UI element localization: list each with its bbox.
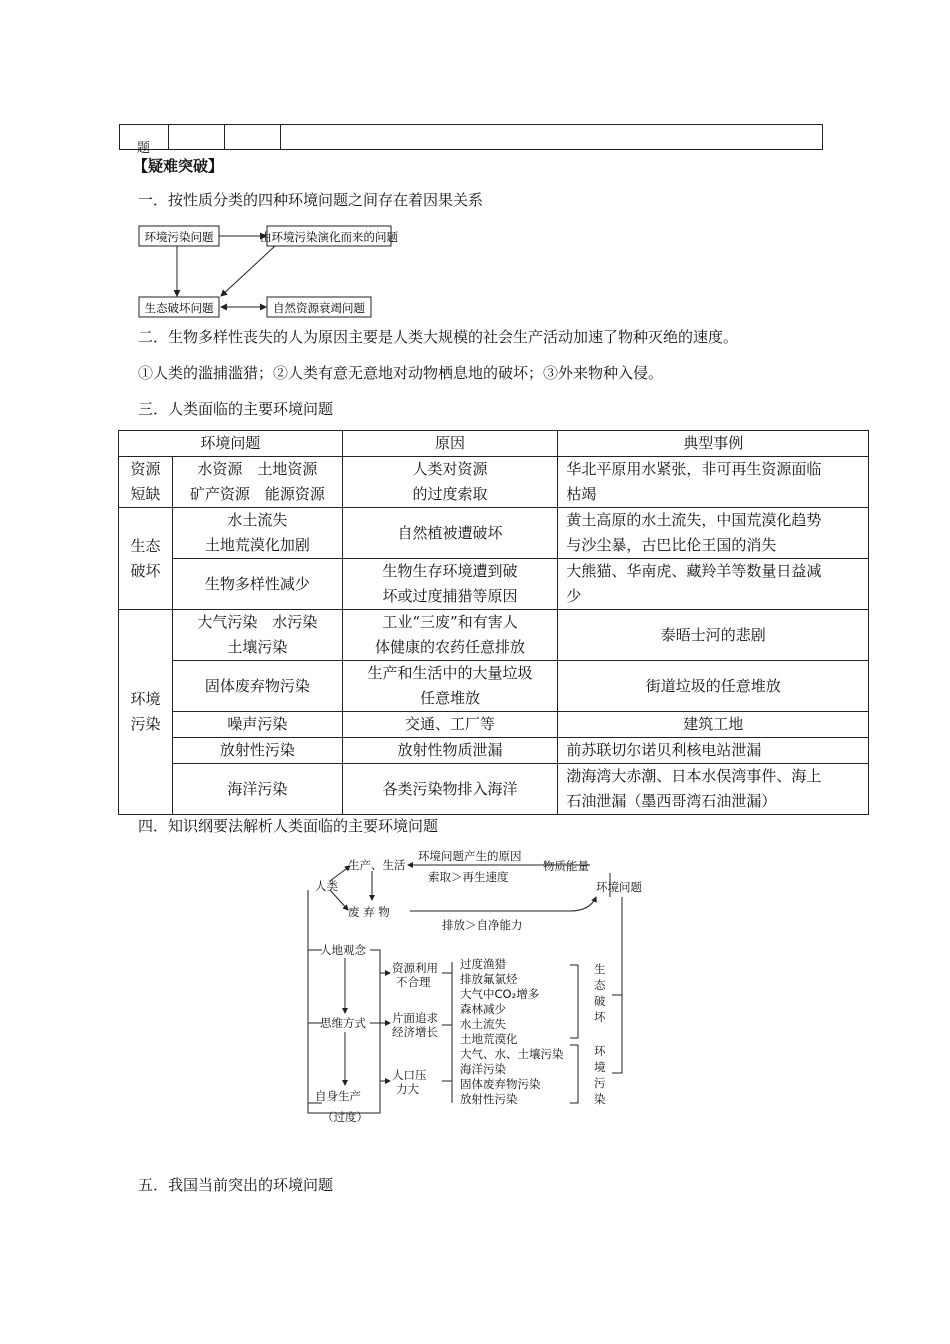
s3-heading: 三．人类面临的主要环境问题 — [138, 400, 334, 418]
label-population-1: 人口压 — [392, 1068, 427, 1082]
list-item: 水土流失 — [460, 1017, 506, 1031]
label-production: 生产、生活 — [348, 858, 406, 872]
eco-char: 态 — [594, 978, 606, 992]
label-growth-2: 经济增长 — [392, 1025, 438, 1039]
arrow-to-waste — [330, 890, 348, 910]
bracket-lower — [380, 1023, 390, 1081]
label-selfproduction: 自身生产 — [315, 1089, 361, 1103]
reason-cell: 放射性物质泄漏 — [342, 738, 558, 764]
label-growth-1: 片面追求 — [392, 1011, 438, 1025]
stub-fragment: 题 — [137, 141, 151, 156]
label-energy: 物质能量 — [543, 859, 589, 873]
label-humans: 人类 — [315, 879, 338, 893]
environment-problems-table — [118, 430, 869, 815]
reason-cell: 生物生存环境遭到破 坏或过度捕猎等原因 — [342, 559, 558, 610]
box-resource-label: 自然资源衰竭问题 — [273, 301, 365, 315]
arrow-evolved-eco — [221, 246, 275, 296]
box-eco-label: 生态破坏问题 — [144, 301, 214, 315]
label-thinking: 思维方式 — [320, 1016, 366, 1030]
group-ecological-damage: 生态 破坏 — [119, 508, 173, 610]
label-emission: 排放＞自净能力 — [442, 918, 523, 932]
box-pollution-label: 环境污染问题 — [144, 230, 214, 244]
eco-char: 生 — [594, 962, 606, 976]
s2-causes: ①人类的滥捕滥猎；②人类有意无意地对动物栖息地的破坏；③外来物种入侵。 — [138, 364, 664, 382]
eco-bracket — [570, 965, 578, 1038]
example-cell: 华北平原用水紧张，非可再生资源面临 枯竭 — [558, 457, 869, 508]
bracket-concept — [370, 950, 380, 1023]
eco-char: 坏 — [594, 1010, 606, 1024]
reason-cell: 交通、工厂等 — [342, 712, 558, 738]
arrow-emission — [410, 897, 596, 911]
label-concept: 人地观念 — [320, 943, 366, 957]
list-item: 大气中CO₂增多 — [460, 987, 540, 1001]
issue-cell: 固体废弃物污染 — [172, 661, 342, 712]
label-extraction: 索取＞再生速度 — [428, 870, 509, 884]
table-row — [119, 610, 869, 661]
list-item: 放射性污染 — [460, 1092, 518, 1106]
s4-heading: 四．知识纲要法解析人类面临的主要环境问题 — [138, 817, 439, 835]
issue-cell: 水资源 土地资源 矿产资源 能源资源 — [172, 457, 342, 508]
box-evolved-label: 由环境污染演化而来的问题 — [260, 230, 398, 244]
s5-heading: 五．我国当前突出的环境问题 — [138, 1176, 334, 1194]
example-cell: 建筑工地 — [558, 712, 869, 738]
label-origin: 环境问题产生的原因 — [418, 849, 522, 863]
example-cell: 泰晤士河的悲剧 — [558, 610, 869, 661]
example-cell: 黄土高原的水土流失，中国荒漠化趋势 与沙尘暴，古巴比伦王国的消失 — [558, 508, 869, 559]
bracket-selfproduction — [372, 1081, 380, 1113]
label-waste: 废 弃 物 — [348, 905, 390, 919]
env-bracket — [570, 1045, 578, 1103]
reason-cell: 工业“三废”和有害人 体健康的农药任意排放 — [342, 610, 558, 661]
group-resource-shortage: 资源 短缺 — [119, 457, 173, 508]
left-spine — [308, 890, 372, 1113]
label-resource-use-1: 资源利用 — [392, 961, 438, 975]
section-title: 【疑难突破】 — [133, 157, 224, 175]
table-header-row — [119, 431, 869, 457]
list-item: 海洋污染 — [460, 1062, 506, 1076]
list-item: 固体废弃物污染 — [460, 1077, 541, 1091]
issue-cell: 海洋污染 — [172, 764, 342, 815]
example-cell: 大熊猫、华南虎、藏羚羊等数量日益减 少 — [558, 559, 869, 610]
eco-char: 破 — [594, 994, 606, 1008]
example-cell: 街道垃圾的任意堆放 — [558, 661, 869, 712]
issue-cell: 大气污染 水污染 土壤污染 — [172, 610, 342, 661]
label-resource-use-2: 不合理 — [396, 975, 431, 989]
label-env-issue: 环境问题 — [596, 880, 642, 894]
issue-cell: 生物多样性减少 — [172, 559, 342, 610]
s2-heading: 二．生物多样性丧失的人为原因主要是人类大规模的社会生产活动加速了物种灭绝的速度。 — [138, 328, 739, 346]
label-excess: （过度） — [322, 1110, 368, 1124]
header-reason: 原因 — [342, 431, 558, 457]
causal-diagram — [130, 220, 400, 320]
knowledge-outline-diagram — [300, 845, 650, 1130]
list-item: 森林减少 — [460, 1002, 506, 1016]
env-char: 环 — [594, 1044, 606, 1058]
table-row — [119, 712, 869, 738]
list-item: 土地荒漠化 — [460, 1032, 518, 1046]
table-row — [119, 738, 869, 764]
env-char: 境 — [594, 1060, 606, 1074]
list-item: 大气、水、土壤污染 — [460, 1047, 564, 1061]
list-item: 排放氟氯烃 — [460, 972, 518, 986]
reason-cell: 生产和生活中的大量垃圾 任意堆放 — [342, 661, 558, 712]
issue-cell: 噪声污染 — [172, 712, 342, 738]
previous-table-stub — [119, 124, 823, 150]
issue-cell: 放射性污染 — [172, 738, 342, 764]
table-row — [119, 457, 869, 508]
issue-cell: 水土流失 土地荒漠化加剧 — [172, 508, 342, 559]
table-row — [119, 559, 869, 610]
table-row — [119, 661, 869, 712]
reason-cell: 自然植被遭破坏 — [342, 508, 558, 559]
reason-cell: 人类对资源 的过度索取 — [342, 457, 558, 508]
list-item: 过度渔猎 — [460, 957, 506, 971]
example-cell: 前苏联切尔诺贝利核电站泄漏 — [558, 738, 869, 764]
label-population-2: 力大 — [396, 1082, 419, 1096]
group-environmental-pollution: 环境 污染 — [119, 610, 173, 815]
example-cell: 渤海湾大赤潮、日本水俣湾事件、海上 石油泄漏（墨西哥湾石油泄漏） — [558, 764, 869, 815]
env-char: 染 — [594, 1092, 606, 1106]
reason-cell: 各类污染物排入海洋 — [342, 764, 558, 815]
s1-heading: 一．按性质分类的四种环境问题之间存在着因果关系 — [138, 191, 484, 209]
right-link-env — [612, 897, 622, 1073]
table-row — [119, 764, 869, 815]
header-issue: 环境问题 — [119, 431, 343, 457]
header-example: 典型事例 — [558, 431, 869, 457]
env-char: 污 — [594, 1076, 606, 1090]
table-row — [119, 508, 869, 559]
